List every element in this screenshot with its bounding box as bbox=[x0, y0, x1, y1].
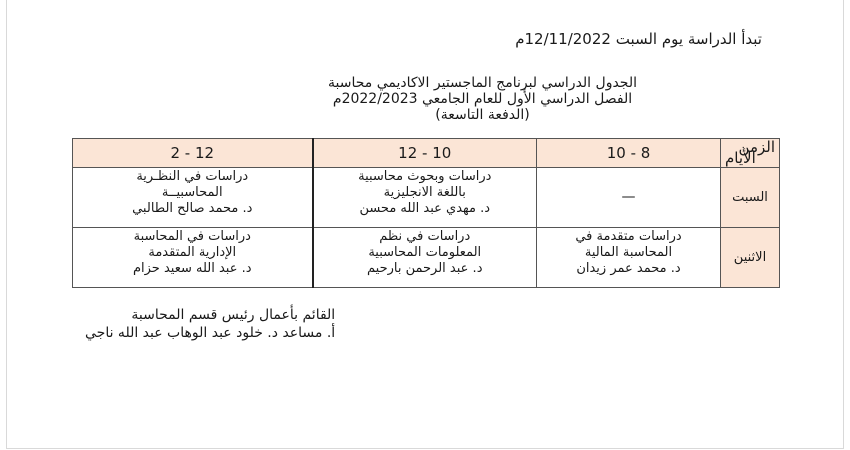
heading-line-batch: (الدفعة التاسعة) bbox=[435, 107, 530, 123]
course-cell bbox=[73, 168, 313, 228]
course-name-line: دراسات في المحاسبة bbox=[133, 229, 251, 244]
course-name-line: دراسات وبحوث محاسبية bbox=[358, 169, 492, 184]
heading-line-semester: الفصل الدراسي الأول للعام الجامعي 2022/2023م bbox=[332, 91, 633, 107]
table-row-monday bbox=[73, 228, 780, 288]
table-row-saturday bbox=[73, 168, 780, 228]
table-header-row bbox=[73, 139, 780, 168]
signature-block bbox=[85, 306, 335, 342]
course-name-line: باللغة الانجليزية bbox=[383, 185, 466, 200]
course-cell bbox=[313, 168, 537, 228]
course-name-line: دراسات متقدمة في bbox=[575, 229, 682, 244]
course-cell bbox=[313, 228, 537, 288]
schedule-heading bbox=[328, 75, 637, 123]
signature-name: أ. مساعد د. خلود عبد الوهاب عبد الله ناجي bbox=[85, 325, 336, 341]
course-name-line: دراسات في نظم bbox=[379, 229, 471, 244]
instructor-name: د. محمد عمر زيدان bbox=[576, 261, 681, 276]
corner-time-label: الزمن bbox=[738, 138, 775, 156]
course-cell bbox=[73, 228, 313, 288]
instructor-name: د. عبد الله سعيد حزام bbox=[132, 261, 252, 276]
signature-title: القائم بأعمال رئيس قسم المحاسبة bbox=[131, 307, 336, 323]
course-name-line: الإدارية المتقدمة bbox=[148, 245, 237, 260]
start-date-note: تبدأ الدراسة يوم السبت 12/11/2022م bbox=[515, 30, 762, 48]
instructor-name: د. مهدي عبد الله محسن bbox=[359, 201, 491, 216]
column-header-12-2: 12 - 2 bbox=[73, 139, 313, 168]
course-name-line: المحاسبيــة bbox=[161, 185, 223, 200]
day-label-monday: الاثنين bbox=[721, 228, 780, 288]
column-header-10-12: 10 - 12 bbox=[313, 139, 537, 168]
course-name-line: دراسات في النظـرية bbox=[136, 169, 249, 184]
corner-days-label: الأيام bbox=[725, 149, 756, 167]
day-label-saturday: السبت bbox=[721, 168, 780, 228]
empty-dash: — bbox=[621, 189, 636, 205]
course-name-line: المحاسبة المالية bbox=[584, 245, 673, 260]
course-cell bbox=[537, 228, 721, 288]
heading-line-program: الجدول الدراسي لبرنامج الماجستير الاكاديمي محاسبة bbox=[328, 75, 637, 91]
course-cell-empty bbox=[537, 168, 721, 228]
corner-header-cell bbox=[721, 139, 780, 168]
schedule-table bbox=[72, 138, 780, 288]
instructor-name: د. محمد صالح الطالبي bbox=[132, 201, 253, 216]
course-name-line: المعلومات المحاسبية bbox=[368, 245, 482, 260]
column-header-8-10: 8 - 10 bbox=[537, 139, 721, 168]
instructor-name: د. عبد الرحمن بارحيم bbox=[367, 261, 483, 276]
